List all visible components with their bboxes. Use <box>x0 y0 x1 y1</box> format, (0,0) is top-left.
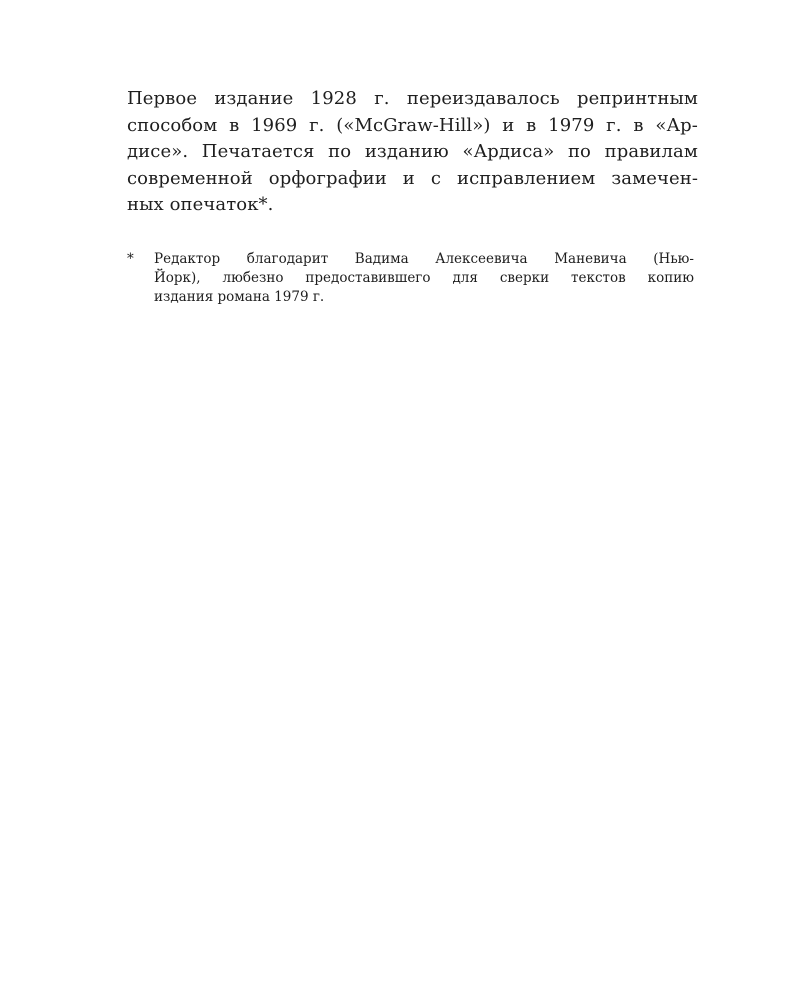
main-paragraph-line: современной орфографии и с исправлением замечен- <box>127 167 698 189</box>
main-paragraph-line: Первое издание 1928 г. переиздавалось репринтным <box>127 88 698 109</box>
footnote-marker: * <box>127 251 134 267</box>
main-paragraph-line: дисе». Печатается по изданию «Ардиса» по правилам <box>127 141 698 162</box>
footnote-text <box>154 250 694 307</box>
main-paragraph-line: способом в 1969 г. («McGraw-Hill») и в 1979 г. в «Ар- <box>127 114 698 136</box>
footnote-line: Йорк), любезно предоставившего для сверки текстов копию <box>154 270 694 286</box>
main-paragraph-line: ных опечаток*. <box>127 194 274 215</box>
footnote-line: издания романа 1979 г. <box>154 289 325 305</box>
footnote-line: Редактор благодарит Вадима Алексеевича Маневича (Нью- <box>154 251 694 267</box>
main-paragraph <box>127 86 698 219</box>
